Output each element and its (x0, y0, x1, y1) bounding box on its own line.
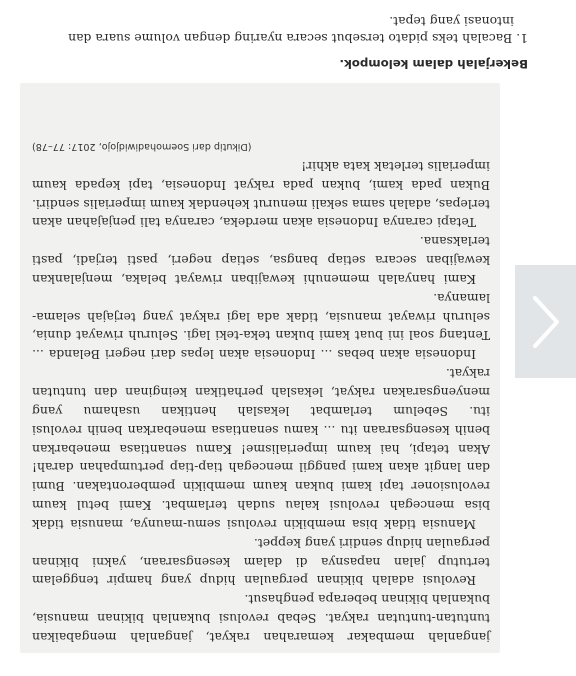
quote-citation: (Dikutip dari Soemohadiwidjojo, 2017: 77–78) (32, 141, 252, 153)
quote-paragraph: Tetapi caranya Indonesia akan merdeka, caranya tali penjajahan akan terlepas, adalah sama sekali menurut kehendak kaum imperialis sendiri. Bukan pada kami, bukan pada rakyat Indonesia, tapi kepada kaum imperialis terletak kata akhir! (32, 158, 490, 231)
chevron-right-icon (529, 292, 563, 352)
group-activity (28, 13, 528, 71)
activity-instruction: 1. Bacalah teks pidato tersebut secara nyaring dengan volume suara dan intonasi yang tepat. (68, 14, 528, 46)
quote-paragraph: janganlah membakar kemarahan rakyat, janganlah mengabaikan tuntutan-tuntutan rakyat. Sebab revolusi bukanlah bikinan manusia, bukanlah bikinan beberapa penghasut. (32, 592, 490, 645)
quote-paragraph: Indonesia akan bebas ... Indonesia akan lepas dari negeri Belanda ... Tentang soal ini buat kami bukan teka-teki lagi. Seluruh riwayat dunia, seluruh riwayat manusia, tidak ada lagi rakyat yang terjajah selama-lamanya. (32, 290, 490, 363)
speech-quote-box (20, 83, 500, 653)
activity-heading: Bekerjalah dalam kelompok. (339, 57, 528, 71)
quote-paragraph: Revolusi adalah bikinan pergaulan hidup yang hampir tenggelam tertutup jalan napasnya di dalam kesengsaraan, yakni bikinan pergaulan hidup sendiri yang keppet. (32, 535, 490, 589)
quote-paragraph: Manusia tidak bisa membikin revolusi semu-maunya, manusia tidak bisa mencegah revolusi kalau sudah terlambat. Kami betul kaum revolusioner tapi kami bukan kaum membikin pemberontakan. Bumi dan langit akan kami panggil mencegah tiap-tiap pertumpahan darah! Akan tetapi, hai kaum imperialisme! Kamu senantiasa menebarkan benih kesengsaraan itu ... kamu senantiasa menebarkan benih revolusi itu. Sebelum terlambat lekaslah hentikan usahamu yang menyengsarakan rakyat, lekaslah perhatikan keinginan dan tuntutan rakyat. (32, 366, 490, 532)
next-page-button[interactable] (515, 265, 576, 378)
quote-paragraph: Kami hanyalah memenuhi kewajiban riwayat belaka, menjalankan kewajiban secara setiap bangsa, setiap negeri, pasti terjadi, pasti terlaksana. (32, 234, 490, 287)
